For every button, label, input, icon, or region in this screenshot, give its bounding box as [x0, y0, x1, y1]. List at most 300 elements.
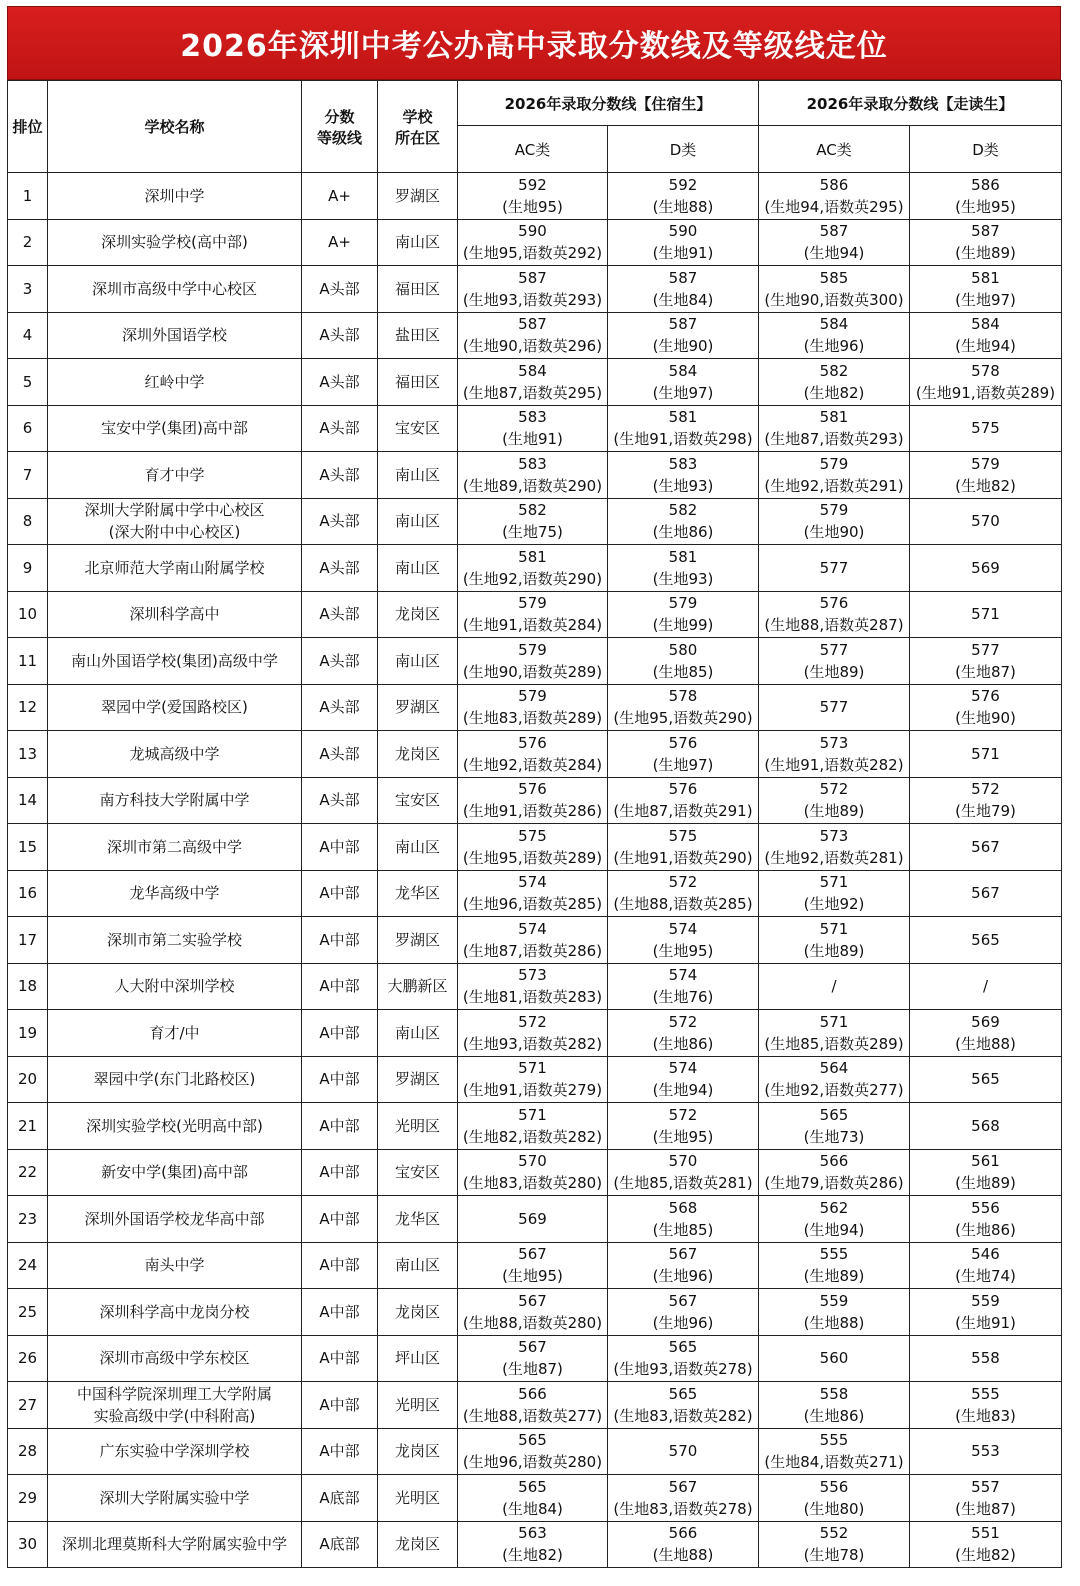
score-value: 560 — [819, 1349, 849, 1368]
school-name-cell: 深圳科学高中 — [48, 591, 302, 638]
score-value: 578 — [668, 687, 698, 706]
score-value: 577 — [971, 640, 1000, 659]
table-row — [8, 1475, 1062, 1522]
score-value: 557 — [971, 1477, 1000, 1496]
day-ac-cell — [759, 173, 910, 220]
score-value: 567 — [971, 837, 1000, 856]
school-name-cell: 翠园中学(东门北路校区) — [48, 1056, 302, 1103]
tiebreak-detail: (生地75) — [502, 523, 563, 542]
level-cell: A头部 — [302, 591, 378, 638]
score-value: 581 — [668, 547, 698, 566]
rank-cell: 25 — [8, 1289, 48, 1336]
score-value: 567 — [518, 1338, 547, 1357]
rank-cell: 28 — [8, 1428, 48, 1475]
table-row — [8, 1196, 1062, 1243]
rank-cell: 23 — [8, 1196, 48, 1243]
table-row — [8, 498, 1062, 545]
day-ac-cell — [759, 1103, 910, 1150]
tiebreak-detail: (生地90) — [955, 709, 1016, 728]
table-body — [8, 173, 1062, 1568]
boarding-ac-cell — [458, 498, 608, 545]
district-cell: 龙岗区 — [378, 1289, 458, 1336]
day-ac-cell — [759, 917, 910, 964]
score-value: 565 — [668, 1384, 698, 1403]
day-ac-cell — [759, 1475, 910, 1522]
school-name-cell: 宝安中学(集团)高中部 — [48, 405, 302, 452]
district-cell: 南山区 — [378, 1010, 458, 1057]
tiebreak-detail: (生地90,语数英300) — [764, 290, 904, 309]
score-value: 583 — [518, 408, 547, 427]
district-cell: 南山区 — [378, 824, 458, 871]
day-ac-cell — [759, 1335, 910, 1382]
district-cell: 坪山区 — [378, 1335, 458, 1382]
district-cell: 福田区 — [378, 266, 458, 313]
boarding-ac-cell — [458, 1428, 608, 1475]
table-row — [8, 1428, 1062, 1475]
level-cell: A中部 — [302, 1056, 378, 1103]
tiebreak-detail: (生地91,语数英289) — [915, 383, 1056, 402]
tiebreak-detail: (生地82) — [803, 383, 865, 402]
tiebreak-detail: (生地83,语数英282) — [613, 1406, 753, 1425]
table-row — [8, 545, 1062, 592]
score-value: / — [831, 977, 837, 996]
rank-cell: 13 — [8, 731, 48, 778]
boarding-ac-cell — [458, 963, 608, 1010]
district-cell: 龙岗区 — [378, 1428, 458, 1475]
day-d-cell — [910, 173, 1062, 220]
boarding-d-cell — [608, 1428, 759, 1475]
day-ac-cell — [759, 545, 910, 592]
district-cell: 光明区 — [378, 1475, 458, 1522]
tiebreak-detail: (生地95,语数英292) — [462, 244, 603, 263]
tiebreak-detail: (生地94) — [803, 1220, 865, 1239]
day-ac-cell — [759, 498, 910, 545]
district-cell: 罗湖区 — [378, 917, 458, 964]
score-value: 559 — [819, 1291, 849, 1310]
tiebreak-detail: (生地88) — [803, 1313, 865, 1332]
day-d-cell — [910, 1010, 1062, 1057]
score-value: 565 — [668, 1338, 698, 1357]
score-value: 579 — [971, 454, 1000, 473]
tiebreak-detail: (生地83) — [955, 1406, 1016, 1425]
score-value: 565 — [971, 930, 1000, 949]
day-d-cell — [910, 452, 1062, 499]
school-name-cell: 深圳科学高中龙岗分校 — [48, 1289, 302, 1336]
header-rank: 排位 — [8, 81, 48, 173]
score-value: 556 — [971, 1198, 1000, 1217]
score-value: 570 — [668, 1442, 698, 1461]
score-value: 590 — [518, 222, 547, 241]
district-cell: 光明区 — [378, 1103, 458, 1150]
tiebreak-detail: (生地92,语数英281) — [764, 848, 904, 867]
tiebreak-detail: (生地88,语数英277) — [462, 1406, 603, 1425]
boarding-d-cell — [608, 684, 759, 731]
score-value: 572 — [971, 780, 1000, 799]
boarding-ac-cell — [458, 1335, 608, 1382]
score-value: 552 — [819, 1524, 849, 1543]
school-name-cell: 深圳外国语学校 — [48, 312, 302, 359]
level-cell: A头部 — [302, 312, 378, 359]
score-value: 573 — [819, 733, 849, 752]
score-value: 574 — [518, 919, 547, 938]
boarding-ac-cell — [458, 638, 608, 685]
score-value: 587 — [518, 268, 547, 287]
tiebreak-detail: (生地88,语数英287) — [764, 616, 904, 635]
boarding-d-cell — [608, 1382, 759, 1429]
score-value: 565 — [819, 1105, 849, 1124]
score-value: 584 — [668, 361, 698, 380]
rank-cell: 8 — [8, 498, 48, 545]
score-value: 553 — [971, 1442, 1000, 1461]
tiebreak-detail: (生地82) — [955, 1546, 1016, 1565]
header-level: 分数 等级线 — [302, 81, 378, 173]
score-value: 576 — [971, 687, 1000, 706]
tiebreak-detail: (生地88,语数英280) — [462, 1313, 603, 1332]
day-ac-cell — [759, 359, 910, 406]
day-ac-cell — [759, 684, 910, 731]
score-value: 577 — [819, 640, 849, 659]
day-d-cell — [910, 1149, 1062, 1196]
rank-cell: 14 — [8, 777, 48, 824]
day-d-cell — [910, 1428, 1062, 1475]
score-value: 569 — [971, 558, 1000, 577]
tiebreak-detail: (生地80) — [803, 1499, 865, 1518]
score-value: 574 — [668, 966, 698, 985]
tiebreak-detail: (生地92,语数英290) — [462, 569, 603, 588]
tiebreak-detail: (生地91,语数英284) — [462, 616, 603, 635]
day-ac-cell — [759, 1289, 910, 1336]
tiebreak-detail: (生地92,语数英277) — [764, 1081, 904, 1100]
table-row — [8, 777, 1062, 824]
rank-cell: 26 — [8, 1335, 48, 1382]
tiebreak-detail: (生地93,语数英282) — [462, 1034, 603, 1053]
boarding-d-cell — [608, 1196, 759, 1243]
boarding-ac-cell — [458, 1242, 608, 1289]
level-cell: A中部 — [302, 1242, 378, 1289]
score-value: 559 — [971, 1291, 1000, 1310]
tiebreak-detail: (生地74) — [955, 1267, 1016, 1286]
boarding-d-cell — [608, 498, 759, 545]
table-row — [8, 731, 1062, 778]
table-row — [8, 1010, 1062, 1057]
score-value: 568 — [668, 1198, 698, 1217]
school-name-cell: 北京师范大学南山附属学校 — [48, 545, 302, 592]
score-value: 579 — [819, 454, 849, 473]
table-row — [8, 1521, 1062, 1568]
level-cell: A头部 — [302, 777, 378, 824]
score-value: 567 — [518, 1291, 547, 1310]
score-value: 571 — [819, 873, 849, 892]
level-cell: A中部 — [302, 917, 378, 964]
school-name-cell: 育才中学 — [48, 452, 302, 499]
score-value: 574 — [518, 873, 547, 892]
day-ac-cell — [759, 405, 910, 452]
boarding-d-cell — [608, 870, 759, 917]
tiebreak-detail: (生地95) — [502, 197, 563, 216]
score-value: 587 — [668, 315, 698, 334]
district-cell: 龙岗区 — [378, 591, 458, 638]
boarding-d-cell — [608, 1289, 759, 1336]
table-row — [8, 219, 1062, 266]
tiebreak-detail: (生地93,语数英293) — [462, 290, 603, 309]
score-value: 561 — [971, 1152, 1000, 1171]
tiebreak-detail: (生地78) — [803, 1546, 865, 1565]
tiebreak-detail: (生地96) — [803, 337, 865, 356]
score-value: 578 — [971, 361, 1000, 380]
rank-cell: 17 — [8, 917, 48, 964]
table-row — [8, 1242, 1062, 1289]
rank-cell: 10 — [8, 591, 48, 638]
level-cell: A头部 — [302, 545, 378, 592]
score-value: 571 — [518, 1059, 547, 1078]
score-value: 567 — [518, 1245, 547, 1264]
tiebreak-detail: (生地89) — [955, 1174, 1016, 1193]
score-value: 562 — [819, 1198, 849, 1217]
rank-cell: 2 — [8, 219, 48, 266]
tiebreak-detail: (生地96,语数英285) — [462, 895, 603, 914]
day-d-cell — [910, 359, 1062, 406]
table-row — [8, 824, 1062, 871]
day-d-cell — [910, 1103, 1062, 1150]
tiebreak-detail: (生地85,语数英289) — [764, 1034, 904, 1053]
tiebreak-detail: (生地87,语数英286) — [462, 941, 603, 960]
score-value: 581 — [518, 547, 547, 566]
tiebreak-detail: (生地89) — [803, 1267, 865, 1286]
level-cell: A中部 — [302, 963, 378, 1010]
day-d-cell — [910, 963, 1062, 1010]
day-ac-cell — [759, 219, 910, 266]
tiebreak-detail: (生地95) — [652, 1127, 714, 1146]
tiebreak-detail: (生地89) — [803, 941, 865, 960]
day-d-cell — [910, 917, 1062, 964]
level-cell: A+ — [302, 173, 378, 220]
day-ac-cell — [759, 1382, 910, 1429]
district-cell: 南山区 — [378, 1242, 458, 1289]
day-ac-cell — [759, 1428, 910, 1475]
score-value: 571 — [518, 1105, 547, 1124]
table-row — [8, 1335, 1062, 1382]
day-d-cell — [910, 312, 1062, 359]
score-value: 592 — [668, 175, 698, 194]
score-value: 572 — [668, 873, 698, 892]
score-value: 567 — [971, 884, 1000, 903]
score-value: 573 — [819, 826, 849, 845]
score-value: 555 — [819, 1431, 849, 1450]
score-value: 581 — [668, 408, 698, 427]
table-row — [8, 1289, 1062, 1336]
score-value: 579 — [518, 594, 547, 613]
boarding-d-cell — [608, 1475, 759, 1522]
tiebreak-detail: (生地93) — [652, 569, 714, 588]
score-value: 551 — [971, 1524, 1000, 1543]
rank-cell: 15 — [8, 824, 48, 871]
day-d-cell — [910, 824, 1062, 871]
score-value: 555 — [819, 1245, 849, 1264]
tiebreak-detail: (生地87,语数英293) — [764, 430, 904, 449]
rank-cell: 18 — [8, 963, 48, 1010]
district-cell: 大鹏新区 — [378, 963, 458, 1010]
tiebreak-detail: (生地84,语数英271) — [764, 1453, 904, 1472]
score-value: 582 — [668, 501, 698, 520]
tiebreak-detail: (生地82,语数英282) — [462, 1127, 603, 1146]
score-value: 567 — [668, 1291, 698, 1310]
tiebreak-detail: (生地94) — [955, 337, 1016, 356]
school-name-cell: 龙华高级中学 — [48, 870, 302, 917]
tiebreak-detail: (生地86) — [803, 1406, 865, 1425]
district-cell: 宝安区 — [378, 405, 458, 452]
district-cell: 罗湖区 — [378, 173, 458, 220]
boarding-d-cell — [608, 405, 759, 452]
boarding-d-cell — [608, 359, 759, 406]
rank-cell: 30 — [8, 1521, 48, 1568]
level-cell: A中部 — [302, 1335, 378, 1382]
tiebreak-detail: (生地92,语数英291) — [764, 476, 904, 495]
score-value: 571 — [971, 744, 1000, 763]
score-value: 572 — [518, 1012, 547, 1031]
score-value: 584 — [819, 315, 849, 334]
boarding-d-cell — [608, 219, 759, 266]
tiebreak-detail: (生地97) — [955, 290, 1016, 309]
header-day-ac: AC类 — [759, 126, 910, 173]
day-d-cell — [910, 545, 1062, 592]
rank-cell: 29 — [8, 1475, 48, 1522]
boarding-d-cell — [608, 266, 759, 313]
score-value: 566 — [668, 1524, 698, 1543]
boarding-ac-cell — [458, 1149, 608, 1196]
rank-cell: 4 — [8, 312, 48, 359]
tiebreak-detail: (生地91,语数英279) — [462, 1081, 603, 1100]
tiebreak-detail: (生地91) — [955, 1313, 1016, 1332]
score-value: 587 — [819, 222, 849, 241]
score-value: 575 — [668, 826, 698, 845]
score-value: 581 — [971, 268, 1000, 287]
score-value: 566 — [518, 1384, 547, 1403]
boarding-d-cell — [608, 1103, 759, 1150]
table-row — [8, 1382, 1062, 1429]
tiebreak-detail: (生地82) — [955, 476, 1016, 495]
tiebreak-detail: (生地91,语数英298) — [613, 430, 753, 449]
score-value: 576 — [518, 733, 547, 752]
boarding-ac-cell — [458, 452, 608, 499]
header-day-group: 2026年录取分数线【走读生】 — [759, 81, 1062, 126]
boarding-ac-cell — [458, 777, 608, 824]
school-name-cell: 深圳市第二高级中学 — [48, 824, 302, 871]
score-value: 576 — [819, 594, 849, 613]
score-value: 571 — [819, 919, 849, 938]
tiebreak-detail: (生地96) — [652, 1313, 714, 1332]
score-value: 579 — [518, 687, 547, 706]
level-cell: A中部 — [302, 1428, 378, 1475]
day-d-cell — [910, 498, 1062, 545]
header-boarding-d: D类 — [608, 126, 759, 173]
rank-cell: 24 — [8, 1242, 48, 1289]
tiebreak-detail: (生地95) — [652, 941, 714, 960]
district-cell: 光明区 — [378, 1382, 458, 1429]
tiebreak-detail: (生地83,语数英280) — [462, 1174, 603, 1193]
boarding-ac-cell — [458, 312, 608, 359]
score-value: 570 — [668, 1152, 698, 1171]
score-value: 569 — [971, 1012, 1000, 1031]
rank-cell: 1 — [8, 173, 48, 220]
boarding-d-cell — [608, 963, 759, 1010]
tiebreak-detail: (生地88) — [652, 197, 714, 216]
day-d-cell — [910, 1242, 1062, 1289]
boarding-ac-cell — [458, 870, 608, 917]
score-value: 584 — [518, 361, 547, 380]
school-name-cell: 南方科技大学附属中学 — [48, 777, 302, 824]
tiebreak-detail: (生地86) — [652, 523, 714, 542]
tiebreak-detail: (生地92,语数英284) — [462, 755, 603, 774]
district-cell: 福田区 — [378, 359, 458, 406]
tiebreak-detail: (生地90) — [652, 337, 714, 356]
day-d-cell — [910, 266, 1062, 313]
score-table — [7, 80, 1062, 1568]
day-d-cell — [910, 1289, 1062, 1336]
tiebreak-detail: (生地91,语数英286) — [462, 802, 603, 821]
tiebreak-detail: (生地89,语数英290) — [462, 476, 603, 495]
tiebreak-detail: (生地99) — [652, 616, 714, 635]
school-name-cell: 翠园中学(爱国路校区) — [48, 684, 302, 731]
school-name-cell: 深圳北理莫斯科大学附属实验中学 — [48, 1521, 302, 1568]
day-ac-cell — [759, 1149, 910, 1196]
table-row — [8, 173, 1062, 220]
score-value: 587 — [518, 315, 547, 334]
school-name-cell: 新安中学(集团)高中部 — [48, 1149, 302, 1196]
school-name-cell: 人大附中深圳学校 — [48, 963, 302, 1010]
tiebreak-detail: (生地92) — [803, 895, 865, 914]
day-ac-cell — [759, 1196, 910, 1243]
school-name-cell: 深圳大学附属实验中学 — [48, 1475, 302, 1522]
level-cell: A+ — [302, 219, 378, 266]
level-cell: A头部 — [302, 359, 378, 406]
tiebreak-detail: (生地93) — [652, 476, 714, 495]
score-value: 570 — [971, 512, 1000, 531]
score-value: 582 — [518, 501, 547, 520]
rank-cell: 11 — [8, 638, 48, 685]
boarding-d-cell — [608, 731, 759, 778]
level-cell: A中部 — [302, 1289, 378, 1336]
table-row — [8, 963, 1062, 1010]
boarding-ac-cell — [458, 684, 608, 731]
score-value: 571 — [819, 1012, 849, 1031]
tiebreak-detail: (生地76) — [652, 988, 714, 1007]
tiebreak-detail: (生地96) — [652, 1267, 714, 1286]
boarding-ac-cell — [458, 1475, 608, 1522]
level-cell: A中部 — [302, 1149, 378, 1196]
score-value: 564 — [819, 1059, 849, 1078]
tiebreak-detail: (生地90,语数英289) — [462, 662, 603, 681]
day-ac-cell — [759, 1521, 910, 1568]
district-cell: 龙岗区 — [378, 1521, 458, 1568]
boarding-ac-cell — [458, 545, 608, 592]
tiebreak-detail: (生地97) — [652, 383, 714, 402]
score-value: 570 — [518, 1152, 547, 1171]
table-row — [8, 452, 1062, 499]
tiebreak-detail: (生地89) — [955, 244, 1016, 263]
boarding-d-cell — [608, 824, 759, 871]
score-value: 579 — [819, 501, 849, 520]
table-row — [8, 870, 1062, 917]
tiebreak-detail: (生地79,语数英286) — [764, 1174, 904, 1193]
day-ac-cell — [759, 824, 910, 871]
day-ac-cell — [759, 1056, 910, 1103]
score-value: 576 — [668, 733, 698, 752]
school-name-cell: 南山外国语学校(集团)高级中学 — [48, 638, 302, 685]
level-cell: A头部 — [302, 498, 378, 545]
header-school: 学校名称 — [48, 81, 302, 173]
score-value: 577 — [819, 698, 849, 717]
school-name-cell: 深圳市高级中学中心校区 — [48, 266, 302, 313]
